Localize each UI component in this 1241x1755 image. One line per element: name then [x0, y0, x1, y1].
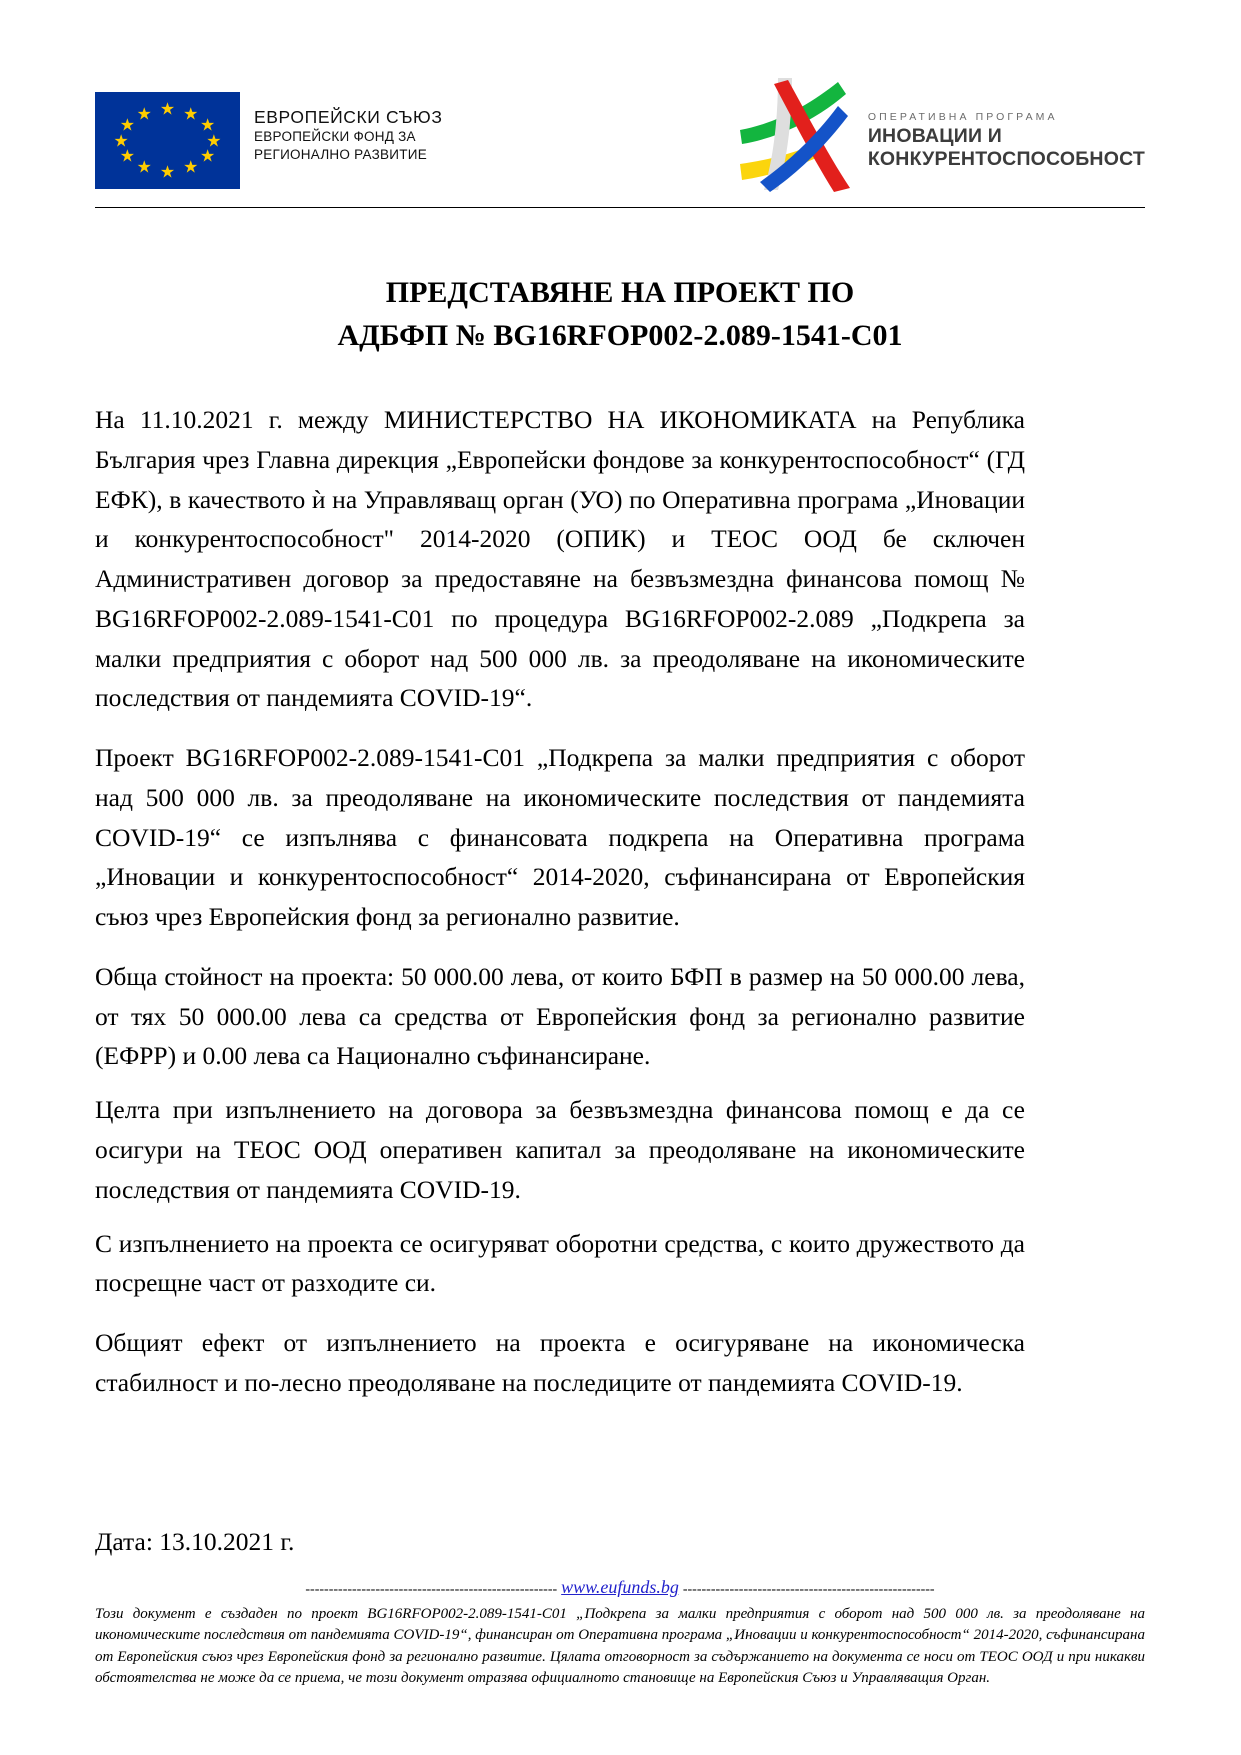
footer-dashes-left: ------------------------------------------------------ — [305, 1582, 558, 1597]
eu-star-icon: ★ — [206, 131, 222, 150]
page-title-line2: АДБФП № BG16RFOP002-2.089-1541-C01 — [337, 318, 903, 352]
paragraph-working-capital: С изпълнението на проекта се осигуряват оборотни средства, с които дружеството да посрещне част от разходите си. — [95, 1228, 1025, 1298]
opik-logo-line1: ОПЕРАТИВНА ПРОГРАМА — [867, 111, 1058, 124]
eu-logo-text — [254, 92, 443, 164]
eu-star-icon: ★ — [136, 157, 152, 177]
opik-logo-line3: КОНКУРЕНТОСПОСОБНОСТ — [867, 148, 1145, 170]
document-header — [95, 72, 1145, 202]
paragraph-overall-effect: Общият ефект от изпълнението на проекта е осигуряване на икономическа стабилност и по-лесно преодоляване на последиците от пандемията COVID-19. — [95, 1328, 1025, 1397]
eu-star-icon: ★ — [183, 157, 199, 177]
eu-logo-line2: ЕВРОПЕЙСКИ ФОНД ЗА — [254, 129, 416, 145]
eu-star-icon: ★ — [119, 115, 135, 135]
eu-star-icon: ★ — [136, 104, 152, 124]
paragraph-project-goal: Целта при изпълнението на договора за безвъзмездна финансова помощ е да се осигури на ТЕОС ООД оперативен капитал за преодоляване на икономическите последствия от пандемията COVID-19. — [95, 1095, 1025, 1204]
document-date: Дата: 13.10.2021 г. — [95, 1527, 295, 1556]
paragraph-contract-intro: На 11.10.2021 г. между МИНИСТЕРСТВО НА ИКОНОМИКАТА на Република България чрез Главна дирекция „Европейски фондове за конкурентоспособност“ (ГД ЕФК), в качеството ѝ на Управляващ орган (УО) по Оперативна програма „Иновации и конкурентоспособност" 2014-2020 (ОПИК) и ТЕОС ООД бе сключен Административен договор за предоставяне на безвъзмездна финансова помощ № BG16RFOP002-2.089-1541-C01 по процедура BG16RFOP002-2.089 „Подкрепа за малки предприятия с оборот над 500 000 лв. за преодоляване на икономическите последствия от пандемията COVID-19“. — [95, 405, 1025, 713]
eufunds-link[interactable]: www.eufunds.bg — [561, 1578, 679, 1597]
footer-disclaimer: Този документ е създаден по проект BG16RFOP002-2.089-1541-C01 „Подкрепа за малки предприятия с оборот над 500 000 лв. за преодоляване на икономическите последствия от пандемията COVID-19“, финансиран от Оперативна програма „Иновации и конкурентоспособност“ 2014-2020, съфинансирана от Европейския съюз чрез Европейския фонд за регионално развитие. Цялата отговорност за съдържанието на документа се носи от ТЕОС ООД и при никакви обстоятелства не може да се приема, че този документ отразява официалното становище на Европейския Съюз и Управляващия Орган. — [95, 1606, 1145, 1686]
footer-website-rule — [95, 1578, 1145, 1597]
eu-star-icon: ★ — [159, 99, 176, 119]
paragraph-project-description: Проект BG16RFOP002-2.089-1541-C01 „Подкрепа за малки предприятия с оборот над 500 000 лв. за преодоляване на икономическите последствия от пандемията COVID-19“ се изпълнява с финансовата подкрепа на Оперативна програма „Иновации и конкурентоспособност“ 2014-2020, съфинансирана от Европейския съюз чрез Европейския фонд за регионално развитие. — [95, 743, 1025, 932]
eu-star-icon: ★ — [113, 131, 129, 150]
eu-logo-line3: РЕГИОНАЛНО РАЗВИТИЕ — [254, 147, 427, 163]
eu-star-icon: ★ — [119, 146, 135, 166]
eu-star-icon: ★ — [159, 162, 176, 182]
document-body — [95, 400, 1025, 1423]
opik-logo-line2: ИНОВАЦИИ И — [867, 125, 1002, 148]
eu-logo — [95, 92, 443, 189]
eu-flag-icon — [95, 92, 240, 189]
document-footer — [95, 1578, 1145, 1689]
eu-logo-line1: ЕВРОПЕЙСКИ СЪЮЗ — [254, 107, 443, 127]
eu-star-icon: ★ — [200, 115, 216, 135]
opik-ribbon-icon — [734, 72, 862, 194]
eu-star-icon: ★ — [183, 104, 199, 124]
paragraph-project-value: Обща стойност на проекта: 50 000.00 лева, от които БФП в размер на 50 000.00 лева, от тях 50 000.00 лева са средства от Европейския фонд за регионално развитие (ЕФРР) и 0.00 лева са Национално съфинансиране. — [95, 961, 1025, 1071]
header-divider — [95, 207, 1145, 208]
page-title-line1: ПРЕДСТАВЯНЕ НА ПРОЕКТ ПО — [385, 276, 855, 309]
eu-star-icon: ★ — [200, 146, 216, 166]
opik-logo — [734, 72, 1145, 194]
footer-dashes-right: ------------------------------------------------------ — [682, 1582, 935, 1597]
opik-logo-text — [868, 95, 1145, 170]
page-title — [95, 272, 1145, 357]
